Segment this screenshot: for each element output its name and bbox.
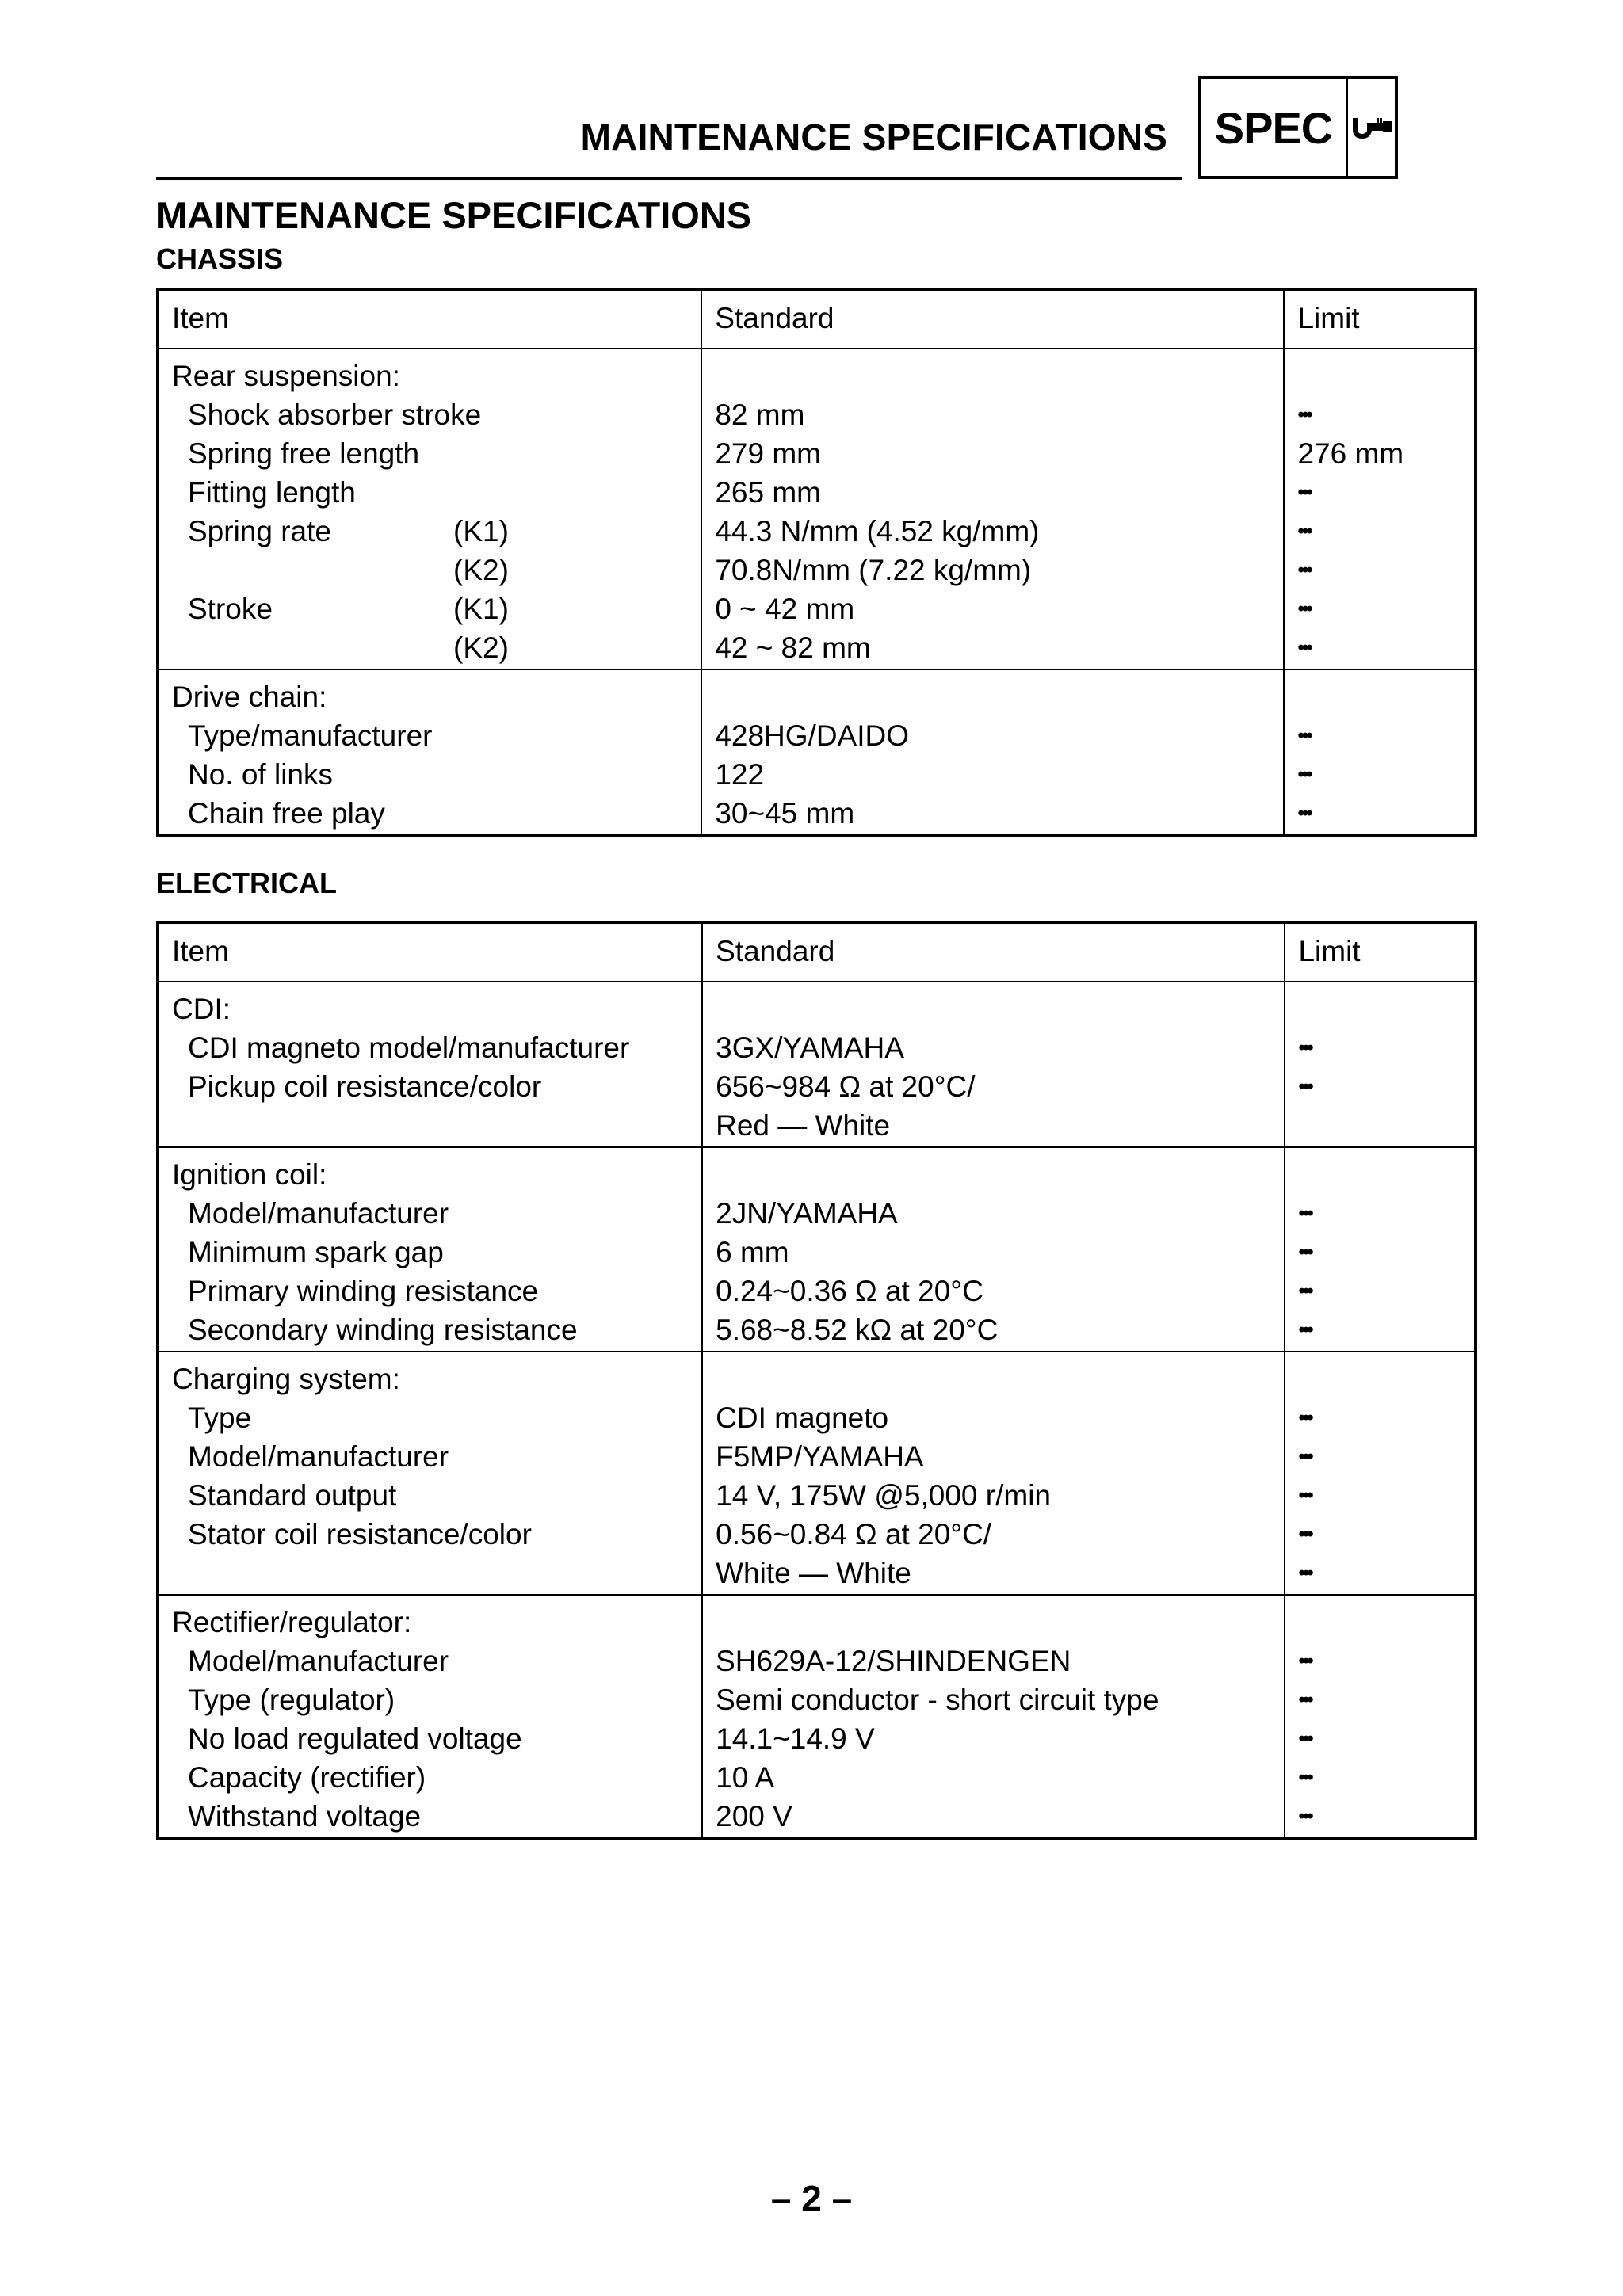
column-header: Limit — [1284, 289, 1476, 349]
standard-value: 14 V, 175W @5,000 r/min — [716, 1479, 1051, 1512]
item-cell — [158, 982, 702, 1147]
standard-cell — [702, 1595, 1285, 1839]
limit-value: ••• — [1297, 598, 1311, 620]
standard-value: 10 A — [716, 1761, 775, 1794]
standard-value: 279 mm — [715, 437, 821, 470]
group-title: Charging system: — [172, 1363, 400, 1395]
item-name: Type (regulator) — [188, 1684, 395, 1716]
item-line — [172, 755, 688, 794]
standard-cell — [701, 669, 1284, 836]
limit-value: ••• — [1298, 1650, 1312, 1672]
item-cell — [158, 1595, 702, 1839]
item-line — [172, 794, 688, 833]
item-cell — [158, 349, 701, 669]
item-name: Capacity (rectifier) — [188, 1761, 426, 1794]
section-label-chassis: CHASSIS — [156, 242, 284, 275]
item-line — [172, 1719, 689, 1758]
standard-value: 44.3 N/mm (4.52 kg/mm) — [715, 515, 1040, 547]
limit-value — [1298, 1106, 1461, 1145]
item-line — [172, 473, 688, 512]
standard-cell — [701, 349, 1284, 669]
item-name: Spring rate — [188, 515, 331, 547]
group-title: Drive chain: — [172, 681, 327, 713]
item-line — [172, 716, 688, 755]
micrometer-icon — [1348, 79, 1395, 176]
standard-cell — [702, 982, 1285, 1147]
group-title: CDI: — [172, 993, 231, 1025]
item-name: No load regulated voltage — [188, 1722, 522, 1755]
item-name: Pickup coil resistance/color — [188, 1070, 542, 1103]
limit-value: ••• — [1298, 1485, 1312, 1506]
item-name: Type — [188, 1402, 252, 1434]
limit-value: ••• — [1298, 1241, 1312, 1263]
item-name: No. of links — [188, 758, 334, 791]
standard-value: 656~984 Ω at 20°C/ — [716, 1070, 976, 1103]
standard-value: 0.56~0.84 Ω at 20°C/ — [716, 1518, 992, 1550]
limit-value: ••• — [1298, 1767, 1312, 1788]
standard-value: 42 ~ 82 mm — [715, 631, 871, 664]
limit-value: ••• — [1297, 404, 1311, 425]
item-name: Stator coil resistance/color — [188, 1518, 532, 1550]
group-title: Rectifier/regulator: — [172, 1606, 412, 1638]
item-name: Minimum spark gap — [188, 1236, 444, 1268]
spec-badge-label: SPEC — [1201, 79, 1348, 176]
item-line — [172, 1642, 689, 1680]
limit-value: ••• — [1297, 637, 1311, 658]
item-name: Model/manufacturer — [188, 1197, 449, 1230]
item-line — [172, 395, 688, 434]
limit-value: ••• — [1297, 803, 1311, 824]
table-header-row — [158, 922, 1476, 982]
item-line — [172, 1194, 689, 1233]
item-cell — [158, 669, 701, 836]
limit-cell — [1285, 1595, 1476, 1839]
item-line — [172, 1758, 689, 1797]
item-line — [172, 1437, 689, 1476]
item-cell — [158, 1352, 702, 1595]
item-line — [172, 1028, 689, 1067]
table-row — [158, 1147, 1476, 1352]
item-name: Type/manufacturer — [188, 719, 433, 752]
item-name: Shock absorber stroke — [188, 399, 482, 431]
standard-value: 5.68~8.52 kΩ at 20°C — [716, 1314, 999, 1346]
item-line — [172, 434, 688, 473]
limit-value: ••• — [1298, 1280, 1312, 1302]
item-line — [172, 1106, 689, 1145]
column-header: Limit — [1285, 922, 1476, 982]
section-label-electrical: ELECTRICAL — [156, 867, 337, 899]
item-line — [172, 512, 688, 551]
item-name: Primary winding resistance — [188, 1275, 539, 1307]
item-name: Secondary winding resistance — [188, 1314, 578, 1346]
item-line — [172, 1680, 689, 1719]
standard-value: SH629A-12/SHINDENGEN — [716, 1645, 1071, 1677]
column-header: Item — [158, 922, 702, 982]
limit-value: ••• — [1298, 1728, 1312, 1749]
group-title: Ignition coil: — [172, 1158, 327, 1191]
limit-value: ••• — [1298, 1407, 1312, 1428]
table-row — [158, 349, 1476, 669]
standard-cell — [702, 1352, 1285, 1595]
standard-value: 428HG/DAIDO — [715, 719, 910, 752]
limit-value: ••• — [1298, 1446, 1312, 1467]
item-line — [172, 1554, 689, 1592]
column-header: Standard — [702, 922, 1285, 982]
electrical-spec-table — [156, 921, 1477, 1840]
limit-value: ••• — [1298, 1562, 1312, 1584]
item-name: Withstand voltage — [188, 1800, 422, 1833]
item-line — [172, 551, 688, 589]
limit-cell — [1285, 982, 1476, 1147]
standard-value: 3GX/YAMAHA — [716, 1032, 904, 1064]
standard-value: 6 mm — [716, 1236, 789, 1268]
limit-cell — [1284, 669, 1476, 836]
standard-value: 70.8N/mm (7.22 kg/mm) — [715, 554, 1032, 586]
item-line — [172, 1515, 689, 1554]
item-line — [172, 589, 688, 628]
page-title: MAINTENANCE SPECIFICATIONS — [156, 194, 752, 236]
item-line — [172, 1797, 689, 1836]
limit-value: ••• — [1297, 482, 1311, 503]
standard-value: 265 mm — [715, 476, 821, 509]
item-condition: (K1) — [453, 515, 509, 547]
standard-value: Semi conductor - short circuit type — [716, 1684, 1159, 1716]
limit-cell — [1285, 1352, 1476, 1595]
standard-value: CDI magneto — [716, 1402, 889, 1434]
limit-value: ••• — [1298, 1689, 1312, 1711]
item-line — [172, 1233, 689, 1272]
standard-value: F5MP/YAMAHA — [716, 1440, 924, 1473]
column-header: Item — [158, 289, 701, 349]
item-name: Model/manufacturer — [188, 1645, 449, 1677]
limit-value: ••• — [1298, 1203, 1312, 1224]
header-rule — [156, 177, 1182, 180]
item-name: Stroke — [188, 593, 273, 625]
limit-value: ••• — [1298, 1524, 1312, 1545]
item-name: Spring free length — [188, 437, 420, 470]
item-name: Standard output — [188, 1479, 397, 1512]
standard-value: 82 mm — [715, 399, 805, 431]
standard-cell — [702, 1147, 1285, 1352]
standard-value: 14.1~14.9 V — [716, 1722, 875, 1755]
standard-value: 0.24~0.36 Ω at 20°C — [716, 1275, 983, 1307]
limit-value: 276 mm — [1297, 437, 1404, 470]
column-header: Standard — [701, 289, 1284, 349]
limit-value: ••• — [1298, 1037, 1312, 1058]
standard-value: White — White — [716, 1557, 911, 1589]
item-line — [172, 1067, 689, 1106]
item-name: Model/manufacturer — [188, 1440, 449, 1473]
item-condition: (K2) — [453, 631, 509, 664]
chassis-spec-table — [156, 288, 1477, 837]
table-row — [158, 1352, 1476, 1595]
table-row — [158, 1595, 1476, 1839]
item-name: CDI magneto model/manufacturer — [188, 1032, 630, 1064]
table-row — [158, 669, 1476, 836]
spec-badge — [1198, 76, 1398, 179]
item-line — [172, 1398, 689, 1437]
standard-value: 0 ~ 42 mm — [715, 593, 855, 625]
item-name: Chain free play — [188, 797, 385, 830]
standard-value: 2JN/YAMAHA — [716, 1197, 898, 1230]
standard-value: 30~45 mm — [715, 797, 855, 830]
limit-cell — [1285, 1147, 1476, 1352]
item-line — [172, 1476, 689, 1515]
limit-value: ••• — [1298, 1076, 1312, 1097]
standard-value: 122 — [715, 758, 765, 791]
table-row — [158, 982, 1476, 1147]
limit-value: ••• — [1298, 1806, 1312, 1827]
item-cell — [158, 1147, 702, 1352]
limit-value: ••• — [1297, 725, 1311, 746]
limit-value: ••• — [1298, 1319, 1312, 1341]
limit-value: ••• — [1297, 559, 1311, 581]
limit-cell — [1284, 349, 1476, 669]
limit-value: ••• — [1297, 521, 1311, 542]
item-line — [172, 1272, 689, 1310]
running-title: MAINTENANCE SPECIFICATIONS — [580, 116, 1167, 158]
standard-value: 200 V — [716, 1800, 792, 1833]
table-header-row — [158, 289, 1476, 349]
item-line — [172, 628, 688, 667]
item-name: Fitting length — [188, 476, 356, 509]
limit-value: ••• — [1297, 764, 1311, 785]
standard-value: Red — White — [716, 1109, 891, 1142]
item-condition: (K1) — [453, 593, 509, 625]
group-title: Rear suspension: — [172, 360, 400, 392]
item-condition: (K2) — [453, 554, 509, 586]
page-number: – 2 – — [770, 2178, 853, 2219]
item-line — [172, 1310, 689, 1349]
